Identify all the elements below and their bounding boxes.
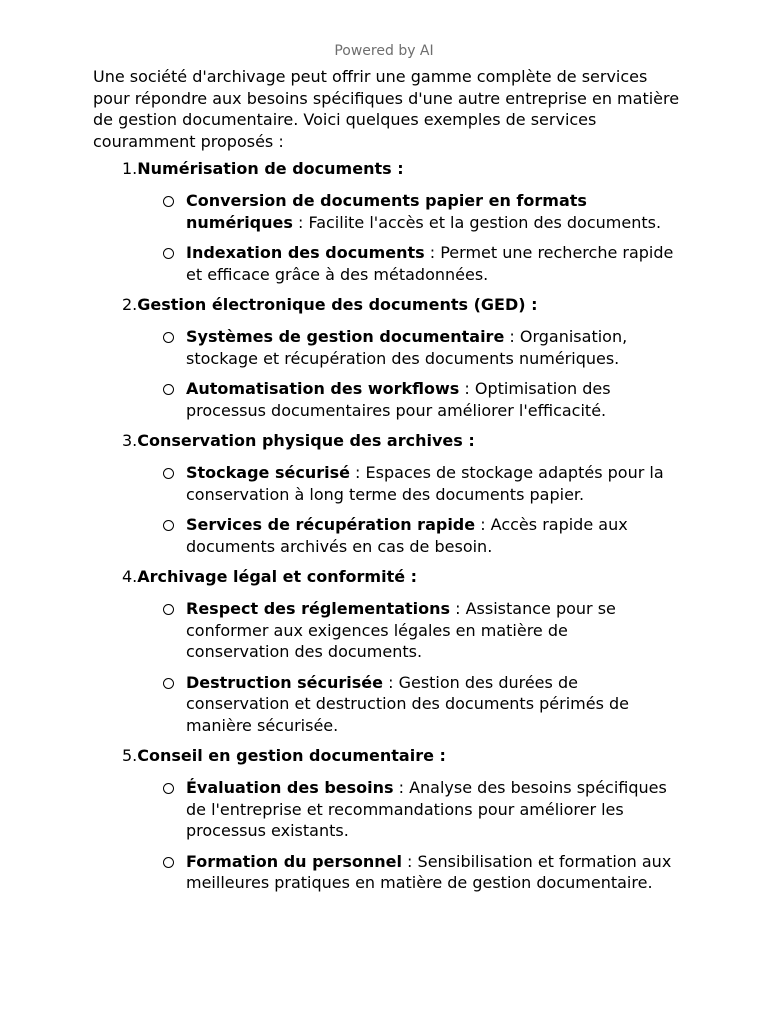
services-list [93,158,693,903]
item-description: : Organisation, stockage et récupération des documents numériques. [186,327,628,368]
section-title [93,566,693,589]
list-item-text [186,378,676,421]
item-description: : Sensibilisation et formation aux meilleures pratiques en matière de gestion documentaire. [186,851,672,892]
item-description: : Accès rapide aux documents archivés en cas de besoin. [186,515,628,556]
list-item [93,462,693,505]
circle-bullet-icon [163,672,186,695]
list-item-text [186,672,676,737]
section-label: Conseil en gestion documentaire : [137,746,446,765]
list-item-text [186,851,676,894]
circle-bullet-icon [163,514,186,537]
list-item-text [186,777,676,842]
section-number: 5. [122,746,138,765]
list-item [93,378,693,421]
list-item [93,851,693,894]
section-title [93,294,693,317]
list-item-text [186,326,676,369]
item-term: Formation du personnel [186,851,402,871]
section-label: Archivage légal et conformité : [137,567,418,586]
circle-bullet-icon [163,598,186,621]
circle-bullet-icon [163,326,186,349]
list-item-text [186,190,676,233]
section-1 [93,158,693,285]
list-item [93,326,693,369]
list-item [93,242,693,285]
item-description: : Optimisation des processus documentaires pour améliorer l'efficacité. [186,379,611,420]
item-term: Respect des réglementations [186,599,451,618]
section-label: Gestion électronique des documents (GED) : [137,295,538,314]
item-term: Évaluation des besoins [186,778,394,797]
item-term: Destruction sécurisée [186,672,384,692]
list-item [93,672,693,737]
section-title [93,430,693,453]
item-term: Indexation des documents [186,243,425,262]
powered-by-label: Powered by AI [334,43,434,59]
circle-bullet-icon [163,851,186,874]
circle-bullet-icon [163,190,186,213]
section-label: Numérisation de documents : [137,159,404,178]
item-term: Services de récupération rapide [186,515,476,534]
section-3 [93,430,693,557]
item-description: : Permet une recherche rapide et efficace grâce à des métadonnées. [186,243,674,284]
circle-bullet-icon [163,242,186,265]
item-description: : Facilite l'accès et la gestion des documents. [292,212,662,232]
section-number: 1. [122,159,138,178]
list-item-text [186,462,676,505]
section-title [93,158,693,181]
list-item [93,514,693,557]
item-term: Automatisation des workflows [186,379,460,398]
section-number: 4. [122,567,138,586]
list-item [93,598,693,663]
section-2 [93,294,693,421]
circle-bullet-icon [163,777,186,800]
section-number: 3. [122,431,138,450]
list-item-text [186,514,676,557]
intro-paragraph: Une société d'archivage peut offrir une gamme complète de services pour répondre aux besoins spécifiques d'une autre entreprise en matière de gestion documentaire. Voici quelques exemples de services couramment proposés : [93,67,680,151]
item-description: : Assistance pour se conformer aux exigences légales en matière de conservation des documents. [186,599,616,661]
list-item-text [186,242,676,285]
section-number: 2. [122,295,138,314]
circle-bullet-icon [163,378,186,401]
section-title [93,745,693,768]
item-term: Stockage sécurisé [186,463,350,482]
circle-bullet-icon [163,462,186,485]
item-description: : Analyse des besoins spécifiques de l'entreprise et recommandations pour améliorer les processus existants. [186,778,667,840]
item-description: : Espaces de stockage adaptés pour la conservation à long terme des documents papier. [186,463,664,504]
item-term: Systèmes de gestion documentaire [186,327,505,346]
section-4 [93,566,693,736]
section-label: Conservation physique des archives : [137,431,475,450]
section-5 [93,745,693,894]
item-description: : Gestion des durées de conservation et destruction des documents périmés de manière sécurisée. [186,672,629,735]
list-item-text [186,598,676,663]
list-item [93,190,693,233]
list-item [93,777,693,842]
item-term: Conversion de documents papier en formats numériques [186,191,587,232]
